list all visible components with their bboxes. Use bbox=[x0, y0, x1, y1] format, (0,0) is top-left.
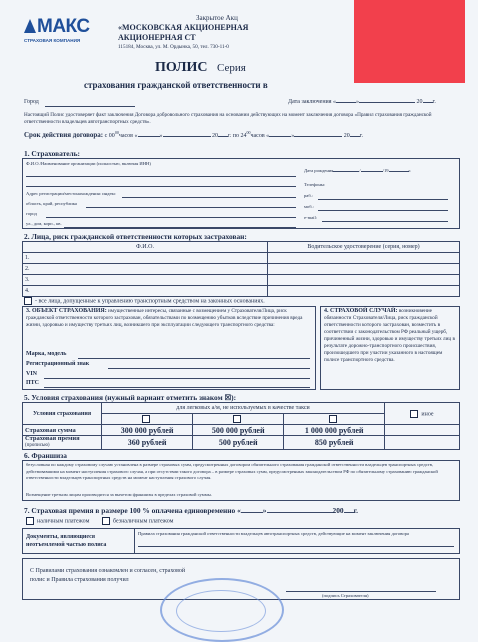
table-row bbox=[23, 275, 460, 286]
sum-option-1: 300 000 рублей bbox=[102, 425, 193, 436]
deductible-note: Возмещение третьим лицам производится за вычетом франшизы в пределах страховой суммы. bbox=[26, 492, 212, 497]
deductible-text: безусловная по каждому страховому случаю установлена в размере страховых сумм, предусмотренных договором обязательного страхования гражданской ответственности владельцев транспортных средств, действовавшими на момент наступления страхового случая, а при отсутствии такого договора – в размере страховых сумм, предусмотренных законодательством РФ по обязательному страхованию гражданской ответственности владельцев транспортных средств на момент наступления страхового случая. bbox=[26, 462, 438, 480]
row-number[interactable]: 1. bbox=[23, 253, 268, 264]
region-label: область, край, республика bbox=[26, 201, 77, 206]
documents-label: Документы, являющиеся неотъемлемой частью полиса bbox=[26, 534, 107, 548]
section-4-text bbox=[324, 308, 457, 364]
section-7-title-text: 7. Страховая премия в размере 100 % оплачена единовременно « bbox=[24, 506, 241, 515]
brand-field[interactable] bbox=[78, 358, 310, 359]
noncash-checkbox[interactable] bbox=[102, 517, 110, 525]
company-address: 115184, Москва, ул. М. Ордынка, 50, тел. 730-11-0 bbox=[118, 44, 229, 50]
license-cell[interactable] bbox=[268, 275, 460, 286]
logo-subtitle: СТРАХОВАЯ КОМПАНИЯ bbox=[24, 38, 81, 43]
section-4-title: 4. СТРАХОВОЙ СЛУЧАЙ: bbox=[324, 308, 398, 314]
documents-text: Правила страхования гражданской ответственности владельцев автотранспортных средств, действующие на момент заключения договора bbox=[138, 531, 409, 536]
all-persons-text: - все лица, допущенные к управлению транспортным средством на законных основаниях. bbox=[35, 298, 265, 305]
premium-label-text: Страховая премия bbox=[25, 435, 80, 442]
premium-label-sub: (прописью) bbox=[25, 443, 50, 448]
email-label: e-mail: bbox=[304, 215, 318, 220]
company-line-2: «МОСКОВСКАЯ АКЦИОНЕРНАЯ bbox=[118, 23, 249, 32]
contract-date-label bbox=[288, 99, 436, 105]
conditions-header: Условия страхования bbox=[23, 403, 102, 425]
option-1-checkbox-cell[interactable] bbox=[102, 414, 193, 425]
stamp-seal-inner bbox=[176, 590, 266, 632]
other-option[interactable] bbox=[385, 403, 460, 425]
cash-checkbox[interactable] bbox=[26, 517, 34, 525]
logo-triangle-icon bbox=[24, 19, 36, 33]
option-2-checkbox-cell[interactable] bbox=[193, 414, 284, 425]
term-to: г. по 24 bbox=[228, 133, 247, 139]
company-logo bbox=[24, 16, 90, 38]
policy-title-word: ПОЛИС bbox=[155, 60, 208, 75]
pts-field[interactable] bbox=[44, 387, 310, 388]
section-7-mid: » bbox=[262, 506, 267, 515]
row-number[interactable]: 4. bbox=[23, 286, 268, 297]
all-persons-row bbox=[24, 297, 265, 305]
reg-plate-field[interactable] bbox=[108, 368, 310, 369]
signature-field[interactable] bbox=[286, 591, 436, 592]
policy-title bbox=[155, 60, 246, 76]
license-cell[interactable] bbox=[268, 264, 460, 275]
car-header: для легковых а/м, не используемых в качестве такси bbox=[102, 403, 385, 414]
term-from: с $00^{00}$ bbox=[104, 130, 119, 139]
term-year2: 20 bbox=[343, 133, 350, 139]
term-year1: 20 bbox=[212, 133, 218, 139]
other-checkbox[interactable] bbox=[410, 410, 418, 418]
company-line-1: Закрытое Акц bbox=[196, 14, 238, 22]
street-field[interactable] bbox=[64, 227, 296, 228]
term-hours1: часов « bbox=[118, 133, 138, 139]
premium-option-1: 360 рублей bbox=[102, 436, 193, 450]
work-phone-label: раб.: bbox=[304, 193, 314, 198]
table-row bbox=[23, 253, 460, 264]
documents-field[interactable] bbox=[138, 546, 454, 547]
col-fio-header: Ф.И.О. bbox=[23, 242, 268, 253]
other-label: иное bbox=[421, 410, 434, 417]
row-number[interactable]: 2. bbox=[23, 264, 268, 275]
email-field[interactable] bbox=[322, 221, 448, 222]
premium-label bbox=[23, 436, 102, 450]
address-index-label: Адрес регистрации/местонахождения: индекс bbox=[26, 191, 116, 196]
term-year2-suffix: г. bbox=[359, 133, 363, 139]
section-3-body: имущественные интересы, связанные с возмещением у Страхователя/Лица, риск гражданской ответственности которого застрахован, обязательствами по возмещению убытков вследствие причинения вреда жизни, здоровью и имуществу третьих лиц, возникшего при эксплуатации следующего транспортного средства: bbox=[26, 308, 303, 328]
vin-field[interactable] bbox=[44, 378, 310, 379]
section-5-title-end: ): bbox=[231, 393, 237, 402]
city-address-field[interactable] bbox=[46, 217, 296, 218]
policy-series-label: Серия bbox=[217, 62, 246, 74]
option-1-checkbox[interactable] bbox=[142, 415, 150, 423]
section-5-title-text: 5. Условия страхования (нужный вариант отметить знаком bbox=[24, 393, 223, 402]
all-persons-checkbox[interactable] bbox=[24, 297, 32, 305]
checkbox-checked-icon: ☒ bbox=[224, 393, 232, 402]
insured-persons-table bbox=[22, 241, 460, 297]
sum-option-2: 500 000 рублей bbox=[193, 425, 284, 436]
license-cell[interactable] bbox=[268, 286, 460, 297]
section-4-body: возникновение обязанности Страхователя/Лица, риск гражданской ответственности которого застрахован, возместить в соответствии с законодательством РФ реальный ущерб, причиненный жизни, здоровью и имуществу третьих лиц в результате дорожно-транспортного происшествия, произошедшего при участии указанного в настоящем полисе транспортного средства. bbox=[324, 308, 455, 363]
col-license-header: Водительское удостоверение (серия, номер) bbox=[268, 242, 460, 253]
mobile-phone-field[interactable] bbox=[318, 210, 448, 211]
vin-label: VIN bbox=[26, 371, 38, 377]
sum-label: Страховая сумма bbox=[23, 425, 102, 436]
payment-year: 200 bbox=[332, 506, 344, 515]
payment-cash-option[interactable] bbox=[26, 517, 89, 525]
option-3-checkbox[interactable] bbox=[329, 415, 337, 423]
sum-other[interactable] bbox=[385, 425, 460, 436]
city-address-label: город bbox=[26, 211, 37, 216]
region-field[interactable] bbox=[86, 207, 296, 208]
pts-label: ПТС bbox=[26, 380, 40, 386]
insured-name-field-2[interactable] bbox=[26, 186, 296, 187]
cash-label: наличным платежом bbox=[37, 518, 90, 525]
work-phone-field[interactable] bbox=[318, 199, 448, 200]
section-7-title bbox=[24, 506, 358, 515]
brand-label: Марка, модель bbox=[26, 351, 67, 357]
option-2-checkbox[interactable] bbox=[233, 415, 241, 423]
term-row: Срок действия договора: с $00^{00}часов$ « » 20 г. по $24^{00}часов$ « » 20 г. bbox=[24, 130, 363, 139]
term-label: Срок действия договора: bbox=[24, 131, 104, 139]
license-cell[interactable] bbox=[268, 253, 460, 264]
birth-year-suffix: г. bbox=[408, 168, 412, 173]
section-3-text bbox=[26, 308, 312, 329]
city-label: Город bbox=[24, 99, 39, 105]
sum-option-3: 1 000 000 рублей bbox=[284, 425, 385, 436]
birth-label-text: Дата рождения bbox=[304, 168, 334, 173]
table-row bbox=[23, 286, 460, 297]
red-redaction-block bbox=[354, 0, 465, 83]
reg-plate-label: Регистрационный знак bbox=[26, 361, 90, 367]
section-3-title: 3. ОБЪЕКТ СТРАХОВАНИЯ: bbox=[26, 308, 107, 314]
company-line-3: АКЦИОНЕРНАЯ СТ bbox=[118, 33, 196, 42]
date-open-quote: Дата заключения « bbox=[288, 99, 337, 105]
option-3-checkbox-cell[interactable] bbox=[284, 414, 385, 425]
documents-divider bbox=[134, 528, 135, 554]
premium-other[interactable] bbox=[385, 436, 460, 450]
payment-noncash-option[interactable] bbox=[102, 517, 173, 525]
insured-name-label: Ф.И.О./Наименование организации (полностью, включая ИНН) bbox=[26, 161, 151, 166]
date-year-suffix: г. bbox=[432, 99, 436, 105]
signature-label: (подпись Страхователя) bbox=[322, 593, 369, 598]
birth-year: 19 bbox=[383, 168, 389, 173]
mobile-phone-label: моб.: bbox=[304, 204, 314, 209]
section-1-title: 1. Страхователь: bbox=[24, 149, 81, 158]
section-5-title bbox=[24, 393, 236, 402]
birth-date-label: Дата рождения / /19 г. bbox=[304, 168, 412, 173]
policy-subtitle: страхования гражданской ответственности в bbox=[84, 80, 268, 90]
city-field[interactable] bbox=[45, 106, 135, 107]
payment-year-suffix: г. bbox=[353, 506, 358, 515]
table-row bbox=[23, 264, 460, 275]
address-index-field[interactable] bbox=[122, 197, 296, 198]
section-6-title: 6. Франшиза bbox=[24, 451, 67, 460]
premium-option-2: 500 рублей bbox=[193, 436, 284, 450]
premium-option-3: 850 рублей bbox=[284, 436, 385, 450]
conditions-table bbox=[22, 402, 460, 450]
intro-text: Настоящий Полис удостоверяет факт заключения Договора добровольного страхования на основании действующих на момент заключения договора «Правил страхования гражданской ответственности владельцев автотранспортных средств». bbox=[24, 112, 432, 125]
phones-label: Телефоны: bbox=[304, 182, 326, 187]
logo-text: МАКС bbox=[37, 16, 90, 37]
agreement-text: С Правилами страхования ознакомлен и согласен, страховой полис и Правила страхования получил bbox=[30, 568, 186, 583]
row-number[interactable]: 3. bbox=[23, 275, 268, 286]
insured-name-field[interactable] bbox=[26, 176, 296, 177]
noncash-label: безналичным платежом bbox=[113, 518, 174, 525]
term-hours2: часов « bbox=[250, 133, 270, 139]
date-year: 20 bbox=[416, 99, 423, 105]
date-close-quote: » bbox=[356, 99, 360, 105]
section-2-title: 2. Лица, риск гражданской ответственности которых застрахован: bbox=[24, 232, 247, 241]
street-label: ул., дом, корп., кв. bbox=[26, 221, 62, 226]
